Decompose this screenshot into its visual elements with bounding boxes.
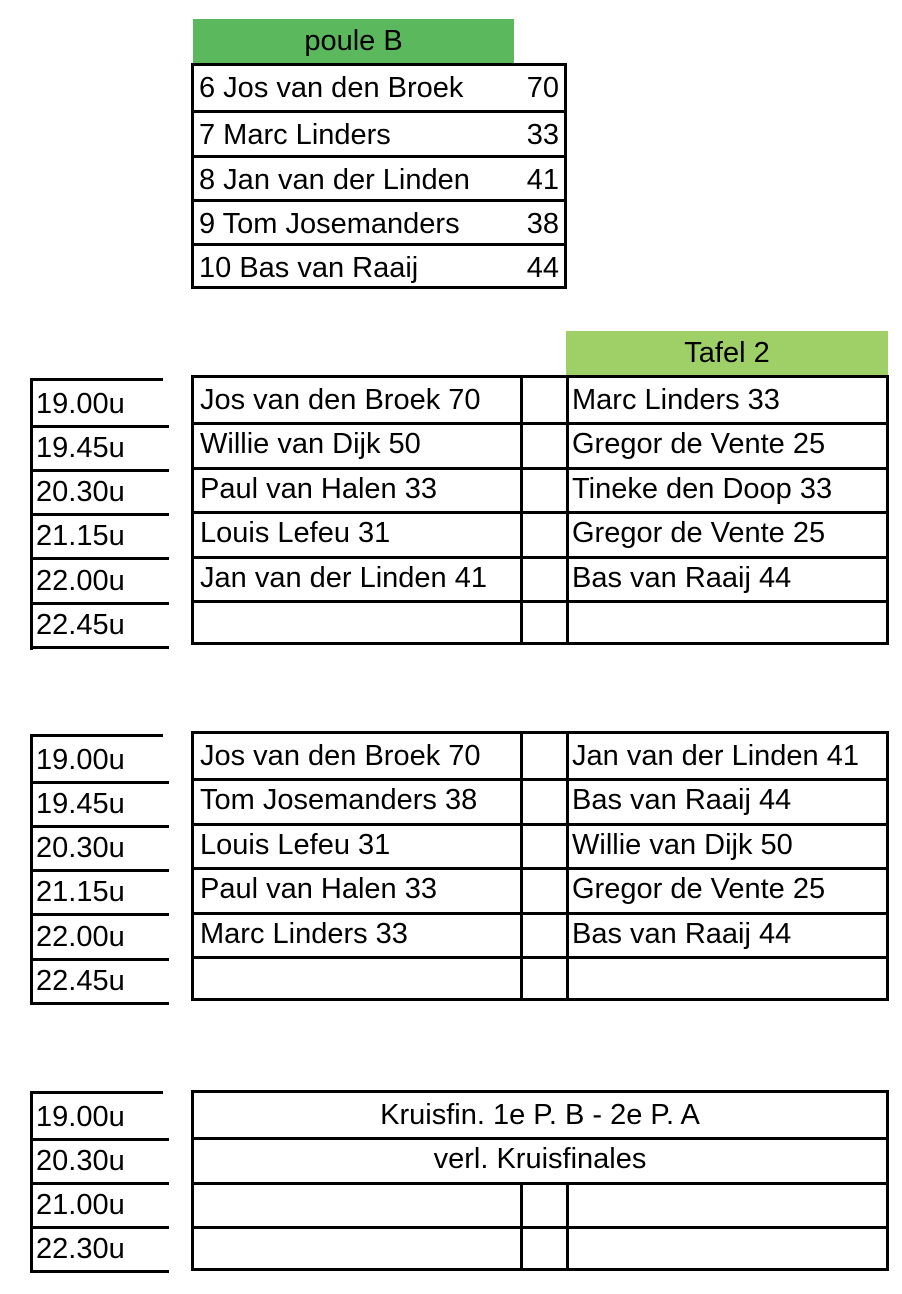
player-cell (194, 1226, 523, 1268)
opponent-cell (566, 1182, 886, 1226)
time-cell: 22.30u (30, 1226, 169, 1273)
player-cell: Willie van Dijk 50 (194, 422, 523, 467)
table-row (194, 511, 886, 559)
score-cell (514, 600, 569, 642)
time-cell: 19.00u (30, 381, 169, 428)
table-row (194, 556, 886, 603)
time-cell: 21.15u (30, 513, 169, 560)
table-row (194, 199, 564, 246)
player-cell: Marc Linders 33 (194, 912, 523, 956)
table-row (194, 1226, 886, 1268)
player-score: 70 (526, 72, 559, 104)
time-cell: 19.45u (30, 425, 169, 472)
player-score: 41 (526, 164, 559, 196)
player-cell: Louis Lefeu 31 (194, 511, 523, 556)
tafel-header: Tafel 2 (566, 331, 888, 376)
time-cell: 21.00u (30, 1182, 169, 1229)
time-cell: 19.45u (30, 781, 169, 828)
finals-table (191, 1090, 889, 1271)
player-name: 7 Marc Linders (199, 119, 391, 151)
opponent-cell: Willie van Dijk 50 (572, 829, 793, 861)
table-row (194, 600, 886, 642)
schedule-table (191, 731, 889, 1001)
opponent-cell: Jan van der Linden 41 (572, 740, 859, 772)
player-name: 9 Tom Josemanders (199, 208, 460, 240)
table-row (194, 912, 886, 959)
time-cell: 22.00u (30, 914, 169, 961)
time-cell: 20.30u (30, 1138, 169, 1185)
opponent-cell: Gregor de Vente 25 (572, 428, 826, 460)
table-row (194, 422, 886, 470)
time-column (30, 734, 163, 1006)
opponent-cell: Gregor de Vente 25 (572, 517, 826, 549)
time-cell: 22.00u (30, 558, 169, 605)
score-cell (514, 511, 569, 556)
score-cell (514, 912, 569, 956)
score-cell (514, 467, 569, 511)
score-cell (514, 956, 569, 998)
table-row (194, 110, 564, 157)
time-cell: 22.45u (30, 602, 169, 649)
player-cell (194, 1182, 523, 1226)
time-column (30, 1091, 163, 1274)
score-cell (514, 1182, 569, 1226)
player-score: 44 (526, 252, 559, 284)
time-cell: 22.45u (30, 958, 169, 1005)
merged-cell: Kruisfin. 1e P. B - 2e P. A (380, 1099, 700, 1131)
player-score: 38 (526, 208, 559, 240)
time-cell: 19.00u (30, 737, 169, 784)
player-cell: Jos van den Broek 70 (194, 734, 523, 778)
player-cell: Paul van Halen 33 (194, 467, 523, 511)
table-row (194, 956, 886, 998)
score-cell (514, 823, 569, 867)
table-row (194, 243, 564, 290)
opponent-cell (566, 956, 886, 998)
player-score: 33 (526, 119, 559, 151)
table-row (194, 1093, 886, 1140)
opponent-cell (566, 600, 886, 642)
table-row (194, 823, 886, 870)
score-cell (514, 378, 569, 422)
opponent-cell: Marc Linders 33 (572, 384, 780, 416)
table-row (194, 1182, 886, 1229)
table-row (194, 778, 886, 826)
player-cell: Louis Lefeu 31 (194, 823, 523, 867)
player-cell: Jan van der Linden 41 (194, 556, 523, 600)
score-cell (514, 1226, 569, 1268)
opponent-cell: Gregor de Vente 25 (572, 873, 826, 905)
table-row (194, 1137, 886, 1185)
player-name: 8 Jan van der Linden (199, 164, 470, 196)
player-name: 10 Bas van Raaij (199, 252, 419, 284)
table-row (194, 66, 564, 110)
player-cell: Paul van Halen 33 (194, 867, 523, 912)
merged-cell: verl. Kruisfinales (433, 1143, 647, 1175)
time-column (30, 378, 163, 650)
table-row (194, 867, 886, 915)
time-cell: 21.15u (30, 869, 169, 916)
opponent-cell: Bas van Raaij 44 (572, 784, 792, 816)
table-row (194, 467, 886, 514)
score-cell (514, 867, 569, 912)
table-row (194, 155, 564, 202)
player-cell: Jos van den Broek 70 (194, 378, 523, 422)
player-name: 6 Jos van den Broek (199, 72, 464, 104)
score-cell (514, 422, 569, 467)
table-row (194, 734, 886, 781)
schedule-table (191, 375, 889, 645)
time-cell: 20.30u (30, 825, 169, 872)
table-row (194, 378, 886, 425)
score-cell (514, 556, 569, 600)
player-cell (194, 956, 523, 998)
time-cell: 20.30u (30, 469, 169, 516)
poule-title: poule B (193, 19, 514, 64)
opponent-cell: Bas van Raaij 44 (572, 562, 792, 594)
player-cell (194, 600, 523, 642)
opponent-cell: Bas van Raaij 44 (572, 918, 792, 950)
player-cell: Tom Josemanders 38 (194, 778, 523, 823)
score-cell (514, 734, 569, 778)
score-cell (514, 778, 569, 823)
poule-table (191, 63, 567, 289)
opponent-cell: Tineke den Doop 33 (572, 473, 833, 505)
opponent-cell (566, 1226, 886, 1268)
time-cell: 19.00u (30, 1094, 169, 1141)
